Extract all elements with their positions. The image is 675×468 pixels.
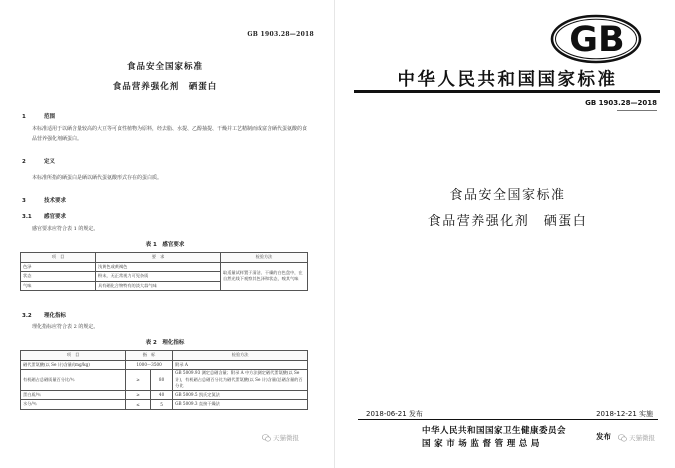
table-header-row [21,253,308,263]
standard-text-page [0,0,330,468]
table-cell: 状态 [21,272,96,282]
table-header-row [21,351,308,361]
section-paragraph: 感官要求应符合表 1 的规定。 [32,226,99,232]
table-caption: 表 1 感官要求 [145,242,185,248]
table-row [21,400,308,410]
page-divider [334,0,335,468]
wechat-icon [618,434,627,442]
section-heading [22,212,66,220]
section-number: 1 [22,114,26,120]
section-heading [22,112,55,120]
issuer-line-1: 中华人民共和国国家卫生健康委员会 [422,426,567,436]
column-header: 检验方法 [221,253,308,263]
table-row [21,262,308,272]
gb-logo [550,14,642,64]
watermark [262,433,299,442]
table-cell: GB 5009.3 直接干燥法 [173,400,308,410]
document-subtitle: 食品营养强化剂 硒蛋白 [112,82,218,92]
table-cell: 蛋白质/％ [21,390,126,400]
section-paragraph: 本标准适用于以硒含量较高的大豆等可食性植物为原料，经去脂、水提、乙醇抽提、干燥并工艺精制而成富含硒代蛋氨酸的食品营养强化剂硒蛋白。 [32,126,308,142]
test-method-cell: 取适量试样置于清洁、干燥的白色盘中，在自然光线下观察其色泽和状态，嗅其气味 [221,262,308,291]
table-caption: 表 2 理化指标 [145,340,185,346]
section-paragraph: 本标准所指的硒蛋白是硒以硒代蛋氨酸形式存在的蛋白质。 [32,175,163,181]
table-cell: 1000～3500 [126,360,173,370]
column-header: 检验方法 [173,351,308,361]
table-cell: 5 [151,400,173,410]
watermark [618,433,655,442]
issued-label: 发布 [596,432,611,441]
section-title: 定义 [44,159,56,165]
cover-subtitle: 食品营养强化剂 硒蛋白 [427,214,588,229]
implementation-date: 2018-12-21 实施 [596,410,653,418]
issue-date: 2018-06-21 发布 [366,410,423,418]
standard-code: GB 1903.28—2018 [247,31,314,38]
section-heading [22,311,66,319]
footer-rule [358,419,658,420]
gb-logo-text: GB [569,20,625,60]
table-cell: 80 [151,370,173,391]
watermark-text: 天猫微报 [273,434,299,442]
table-cell: 具有硒化合物特有的淡大蒜气味 [96,281,221,291]
section-paragraph: 理化指标应符合表 2 的规定。 [32,324,99,330]
section-number: 3.2 [22,313,32,319]
table-row [21,370,308,391]
table-cell: 水分/％ [21,400,126,410]
standard-category: 中华人民共和国国家标准 [397,70,618,90]
standard-cover-page [340,0,675,468]
section-title: 理化指标 [44,313,67,319]
section-number: 3 [22,198,26,204]
table-cell: 附录 A [173,360,308,370]
physicochemical-table [20,350,308,410]
code-underline [617,110,657,111]
wechat-icon [262,434,271,442]
section-heading [22,196,66,204]
table-cell: GB 5009.5 凯氏定氮法 [173,390,308,400]
section-heading [22,157,55,165]
table-cell: ≤ [126,400,151,410]
table-cell: 有机硒占总硒质量百分比/％ [21,370,126,391]
table-cell: ≥ [126,370,151,391]
section-title: 感官要求 [44,214,67,220]
section-number: 2 [22,159,26,165]
cover-title: 食品安全国家标准 [449,188,566,203]
watermark-text: 天猫微报 [629,434,655,442]
standard-code: GB 1903.28—2018 [585,99,657,107]
header-rule [354,90,660,93]
section-number: 3.1 [22,214,32,220]
table-cell: ≥ [126,390,151,400]
sensory-requirements-table [20,252,308,291]
table-cell: 粉末，无正常视力可见杂质 [96,272,221,282]
table-cell: 硒代蛋氨酸(以 Se 计)含量/(mg/kg) [21,360,126,370]
table-cell: 气味 [21,281,96,291]
section-title: 范围 [44,114,56,120]
document-title: 食品安全国家标准 [126,62,203,72]
column-header: 项 目 [21,253,96,263]
table-row [21,390,308,400]
table-cell: 40 [151,390,173,400]
column-header: 项 目 [21,351,126,361]
column-header: 指 标 [126,351,173,361]
issuer-line-2: 国家市场监督管理总局 [422,439,544,449]
table-row [21,360,308,370]
column-header: 要 求 [96,253,221,263]
section-title: 技术要求 [44,198,67,204]
table-cell: GB 5009.93 测定总硒含量；附录 A 中方法测定硒代蛋氨酸(以 Se 计)，有机硒占总硒百分比为硒代蛋氨酸(以 Se 计)含量/总硒含量的百分比 [173,370,308,391]
table-cell: 色泽 [21,262,96,272]
table-cell: 浅黄色或黄褐色 [96,262,221,272]
